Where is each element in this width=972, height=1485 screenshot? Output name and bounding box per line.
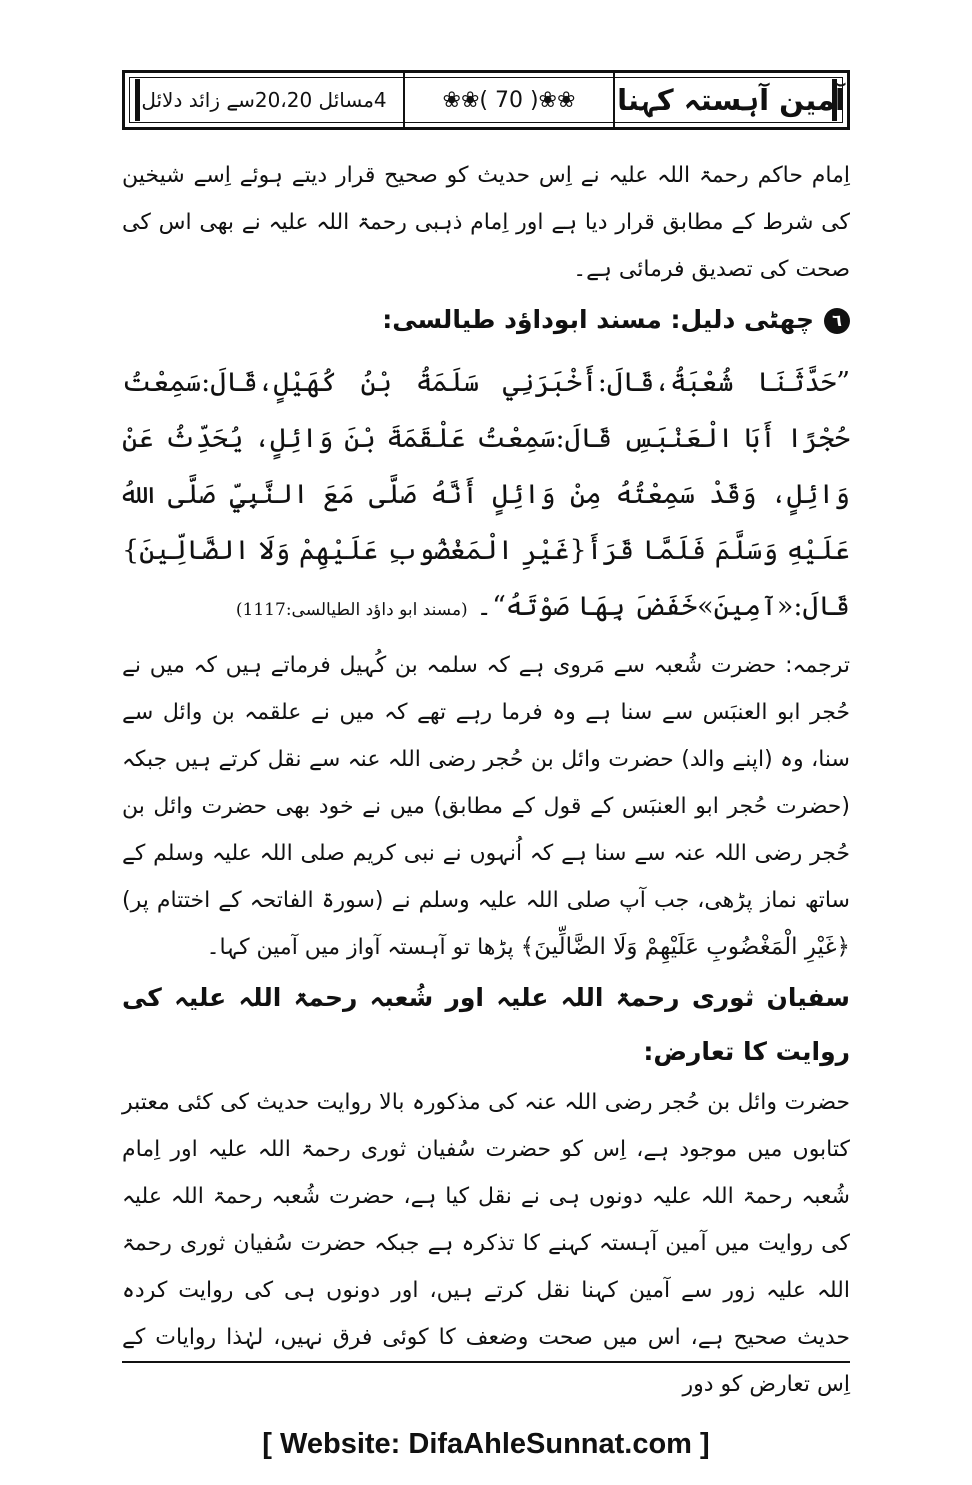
proof-number-badge: ٦ — [824, 308, 850, 334]
section-heading-sixth-proof — [122, 293, 850, 347]
book-title: 4مسائل 20،20سے زائد دلائل — [141, 88, 387, 112]
footer-divider — [122, 1361, 850, 1363]
translation-end: پڑھا تو آہستہ آواز میں آمین کہا۔ — [206, 935, 514, 960]
header-left-bar — [135, 79, 140, 121]
translation-paragraph — [122, 642, 850, 971]
translation-text: ترجمہ: حضرت شُعبہ سے مَروی ہے کہ سلمہ بن کُہیل فرماتے ہیں کہ میں نے حُجر ابو العنبَس سے سنا ہے وہ فرما رہے تھے کہ میں نے علقمہ بن وائل سے سنا، وہ (اپنے والد) حضرت وائل بن حُجر رضی اللہ عنہ سے نقل کرتے ہیں جبکہ (حضرت حُجر ابو العنبَس کے قول کے مطابق) میں نے خود بھی حضرت وائل بن حُجر رضی اللہ عنہ سے سنا ہے کہ اُنہوں نے نبی کریم صلی اللہ علیہ وسلم کے ساتھ نماز پڑھی، جب آپ صلی اللہ علیہ وسلم نے (سورۃ الفاتحہ کے اختتام پر) — [122, 653, 850, 913]
translation-ayah: ﴿غَيْرِ الْمَغْضُوبِ عَلَيْهِمْ وَلَا الضَّالِّينَ﴾ — [520, 934, 850, 960]
arabic-hadith-text — [122, 355, 850, 638]
chapter-title: آمین آہستہ کہنا — [617, 83, 845, 117]
page-content — [122, 152, 850, 1408]
website-footer: [ Website: DifaAhleSunnat.com ] — [262, 1428, 710, 1460]
section-heading-text: چھٹی دلیل: مسند ابوداؤد طیالسی: — [382, 305, 814, 334]
hadith-text: ”حَدَّثَنَا شُعْبَةُ،قَالَ:أَخْبَرَنِي سَلَمَةُ بْنُ كُهَيْلٍ،قَالَ:سَمِعْتُ حُجْرًا أَبَا الْعَنْبَسِ قَالَ:سَمِعْتُ عَلْقَمَةَ بْنَ وَائِلٍ، يُحَدِّثُ عَنْ وَائِلٍ، وَقَدْ سَمِعْتُهُ مِنْ وَائِلٍ أَنَّهُ صَلَّى مَعَ النَّبِيِّ صَلَّى اللهُ عَلَيْهِ وَسَلَّمَ فَلَمَّا قَرَأَ{غَيْرِ الْمَغْضُوبِ عَلَيْهِمْ وَلَا الضَّالِّينَ}قَالَ:«آمِينَ»خَفَضَ بِهَا صَوْتَهُ“۔ — [122, 367, 850, 622]
conflict-paragraph: حضرت وائل بن حُجر رضی اللہ عنہ کی مذکورہ بالا روایت حدیث کی کئی معتبر کتابوں میں موجود ہے، اِس کو حضرت سُفیان ثوری رحمۃ اللہ علیہ اور اِمام شُعبہ رحمۃ اللہ علیہ دونوں ہی نے نقل کیا ہے، حضرت شُعبہ رحمۃ اللہ علیہ کی روایت میں آمین آہستہ کہنے کا تذکرہ ہے جبکہ حضرت سُفیان ثوری رحمۃ اللہ علیہ زور سے آمین کہنا نقل کرتے ہیں، اور دونوں ہی کی روایت کردہ حدیث صحیح ہے، اس میں صحت وضعف کا کوئی فرق نہیں، لہٰذا روایات کے اِس تعارض کو دور — [122, 1090, 850, 1397]
page-number: ❀❀( 70 )❀❀ — [403, 73, 615, 127]
hadith-reference: (مسند ابو داؤد الطیالسی:1117) — [235, 600, 468, 620]
intro-paragraph: اِمام حاکم رحمۃ اللہ علیہ نے اِس حدیث کو صحیح قرار دیتے ہوئے اِسے شیخین کی شرط کے مطابق قرار دیا ہے اور اِمام ذہبی رحمۃ اللہ علیہ نے بھی اس کی صحت کی تصدیق فرمائی ہے۔ — [122, 163, 850, 282]
section-heading-conflict: سفیان ثوری رحمۃ اللہ علیہ اور شُعبہ رحمۃ اللہ علیہ کی روایت کا تعارض: — [122, 983, 850, 1066]
page-header — [122, 70, 850, 130]
